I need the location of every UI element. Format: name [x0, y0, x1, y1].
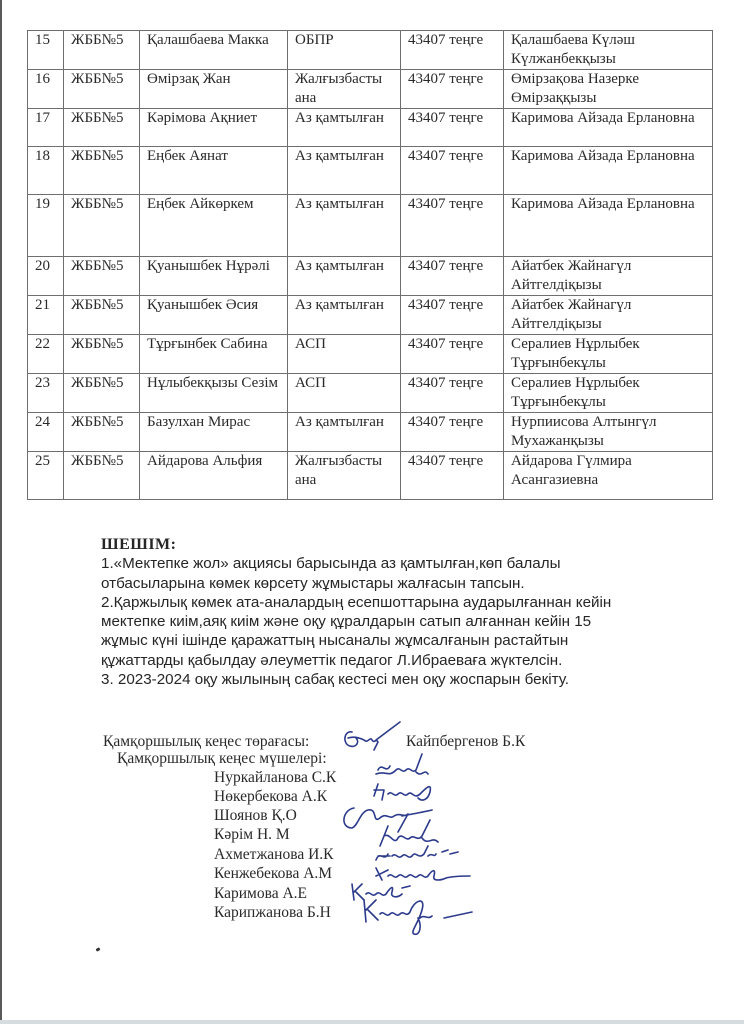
- decision-line: құжаттарды қабылдау әлеуметтік педагог Л.Ибраеваға жүктелсін.: [101, 651, 563, 669]
- row-number: 18: [28, 147, 64, 195]
- member-name: Кенжебекова А.М: [214, 865, 333, 882]
- parent-name-cell: Сералиев Нұрлыбек Тұрғынбекұлы: [504, 335, 713, 374]
- table-row: [28, 147, 713, 195]
- decision-line: жұмыс күні ішінде қаражаттың нысаналы жұмсалғанын растайтын: [101, 632, 569, 650]
- student-name-cell: Базулхан Мирас: [140, 413, 288, 452]
- member-signature-6: [372, 862, 472, 886]
- member-name: Карипжанова Б.Н: [214, 904, 331, 921]
- decision-heading: ШЕШІМ:: [101, 536, 177, 553]
- table-row: [28, 31, 713, 70]
- table-row: [28, 109, 713, 147]
- school-cell: ЖББ№5: [64, 257, 140, 296]
- decision-line: 3. 2023-2024 оқу жылының сабақ кестесі мен оқу жоспарын бекіту.: [101, 671, 570, 689]
- amount-cell: 43407 теңге: [401, 413, 504, 452]
- student-name-cell: Тұрғынбек Сабина: [140, 335, 288, 374]
- student-name-cell: Еңбек Айкөркем: [140, 195, 288, 257]
- member-signature-5: [372, 842, 462, 866]
- row-number: 21: [28, 296, 64, 335]
- table-row: [28, 335, 713, 374]
- member-signature-4: [376, 818, 448, 852]
- category-cell: АСП: [288, 335, 401, 374]
- page-bottom-edge: [0, 1020, 744, 1024]
- school-cell: ЖББ№5: [64, 374, 140, 413]
- member-name: Кәрім Н. М: [214, 826, 290, 843]
- member-signature-1: [372, 752, 442, 784]
- school-cell: ЖББ№5: [64, 195, 140, 257]
- row-number: 23: [28, 374, 64, 413]
- category-cell: Аз қамтылған: [288, 147, 401, 195]
- row-number: 17: [28, 109, 64, 147]
- parent-name-cell: Каримова Айзада Ерлановна: [504, 147, 713, 195]
- member-name: Нуркайланова С.К: [214, 769, 337, 786]
- amount-cell: 43407 теңге: [401, 374, 504, 413]
- student-name-cell: Қуанышбек Нұрәлі: [140, 257, 288, 296]
- student-name-cell: Еңбек Аянат: [140, 147, 288, 195]
- student-name-cell: Қалашбаева Макка: [140, 31, 288, 70]
- chair-label: Қамқоршылық кеңес төрағасы:: [103, 733, 310, 750]
- scan-mark: [96, 947, 101, 952]
- table-row: [28, 257, 713, 296]
- student-name-cell: Кәрімова Ақниет: [140, 109, 288, 147]
- amount-cell: 43407 теңге: [401, 31, 504, 70]
- students-table-body: [28, 31, 713, 500]
- page-edge: [0, 0, 2, 1024]
- row-number: 22: [28, 335, 64, 374]
- table-row: [28, 452, 713, 500]
- category-cell: АСП: [288, 374, 401, 413]
- parent-name-cell: Айатбек Жайнагүл Айтгелдіқызы: [504, 257, 713, 296]
- school-cell: ЖББ№5: [64, 31, 140, 70]
- category-cell: Аз қамтылған: [288, 109, 401, 147]
- school-cell: ЖББ№5: [64, 109, 140, 147]
- school-cell: ЖББ№5: [64, 413, 140, 452]
- chair-signature: [338, 718, 408, 752]
- row-number: 16: [28, 70, 64, 109]
- row-number: 20: [28, 257, 64, 296]
- category-cell: Аз қамтылған: [288, 296, 401, 335]
- chair-name: Кайпбергенов Б.К: [406, 733, 526, 750]
- amount-cell: 43407 теңге: [401, 335, 504, 374]
- amount-cell: 43407 теңге: [401, 195, 504, 257]
- amount-cell: 43407 теңге: [401, 257, 504, 296]
- amount-cell: 43407 теңге: [401, 296, 504, 335]
- category-cell: Аз қамтылған: [288, 413, 401, 452]
- parent-name-cell: Айдарова Гүлмира Асангазиевна: [504, 452, 713, 500]
- table-row: [28, 70, 713, 109]
- school-cell: ЖББ№5: [64, 335, 140, 374]
- member-name: Нөкербекова А.К: [214, 788, 328, 805]
- student-name-cell: Нұлыбекқызы Сезім: [140, 374, 288, 413]
- category-cell: Аз қамтылған: [288, 195, 401, 257]
- decision-line: мектепке киім,аяқ киім және оқу құралдарын сатып алғаннан кейін 15: [101, 613, 592, 631]
- member-name: Каримова А.Е: [214, 885, 308, 902]
- decision-section: [101, 535, 711, 689]
- table-row: [28, 413, 713, 452]
- student-name-cell: Өмірзақ Жан: [140, 70, 288, 109]
- amount-cell: 43407 теңге: [401, 70, 504, 109]
- table-row: [28, 374, 713, 413]
- category-cell: Жалғызбасты ана: [288, 452, 401, 500]
- student-name-cell: Айдарова Альфия: [140, 452, 288, 500]
- table-row: [28, 296, 713, 335]
- member-signature-2: [370, 778, 442, 808]
- parent-name-cell: Қалашбаева Күләш Күлжанбекқызы: [504, 31, 713, 70]
- student-name-cell: Қуанышбек Әсия: [140, 296, 288, 335]
- row-number: 24: [28, 413, 64, 452]
- decision-line: 1.«Мектепке жол» акциясы барысында аз қамтылған,көп балалы: [101, 555, 561, 573]
- students-table: [27, 30, 713, 500]
- row-number: 25: [28, 452, 64, 500]
- decision-line: отбасыларына көмек көрсету жұмыстары жалғасын тапсын.: [101, 574, 525, 592]
- parent-name-cell: Нурпиисова Алтынгүл Мухажанқызы: [504, 413, 713, 452]
- table-row: [28, 195, 713, 257]
- member-signature-3: [338, 802, 438, 834]
- category-cell: ОБПР: [288, 31, 401, 70]
- amount-cell: 43407 теңге: [401, 109, 504, 147]
- parent-name-cell: Айатбек Жайнагүл Айтгелдіқызы: [504, 296, 713, 335]
- parent-name-cell: Каримова Айзада Ерлановна: [504, 109, 713, 147]
- amount-cell: 43407 теңге: [401, 147, 504, 195]
- member-name: Ахметжанова И.К: [214, 846, 334, 863]
- member-signature-8: [356, 892, 476, 936]
- row-number: 15: [28, 31, 64, 70]
- parent-name-cell: Сералиев Нұрлыбек Тұрғынбекұлы: [504, 374, 713, 413]
- amount-cell: 43407 теңге: [401, 452, 504, 500]
- member-name: Шоянов Қ.О: [214, 807, 297, 824]
- members-label: Қамқоршылық кеңес мүшелері:: [117, 750, 327, 767]
- school-cell: ЖББ№5: [64, 296, 140, 335]
- member-signature-7: [346, 878, 416, 904]
- parent-name-cell: Өмірзақова Назерке Өмірзаққызы: [504, 70, 713, 109]
- school-cell: ЖББ№5: [64, 70, 140, 109]
- category-cell: Жалғызбасты ана: [288, 70, 401, 109]
- school-cell: ЖББ№5: [64, 147, 140, 195]
- row-number: 19: [28, 195, 64, 257]
- category-cell: Аз қамтылған: [288, 257, 401, 296]
- parent-name-cell: Каримова Айзада Ерлановна: [504, 195, 713, 257]
- decision-line: 2.Қаржылық көмек ата-аналардың есепшоттарына аударылғаннан кейін: [101, 593, 612, 611]
- school-cell: ЖББ№5: [64, 452, 140, 500]
